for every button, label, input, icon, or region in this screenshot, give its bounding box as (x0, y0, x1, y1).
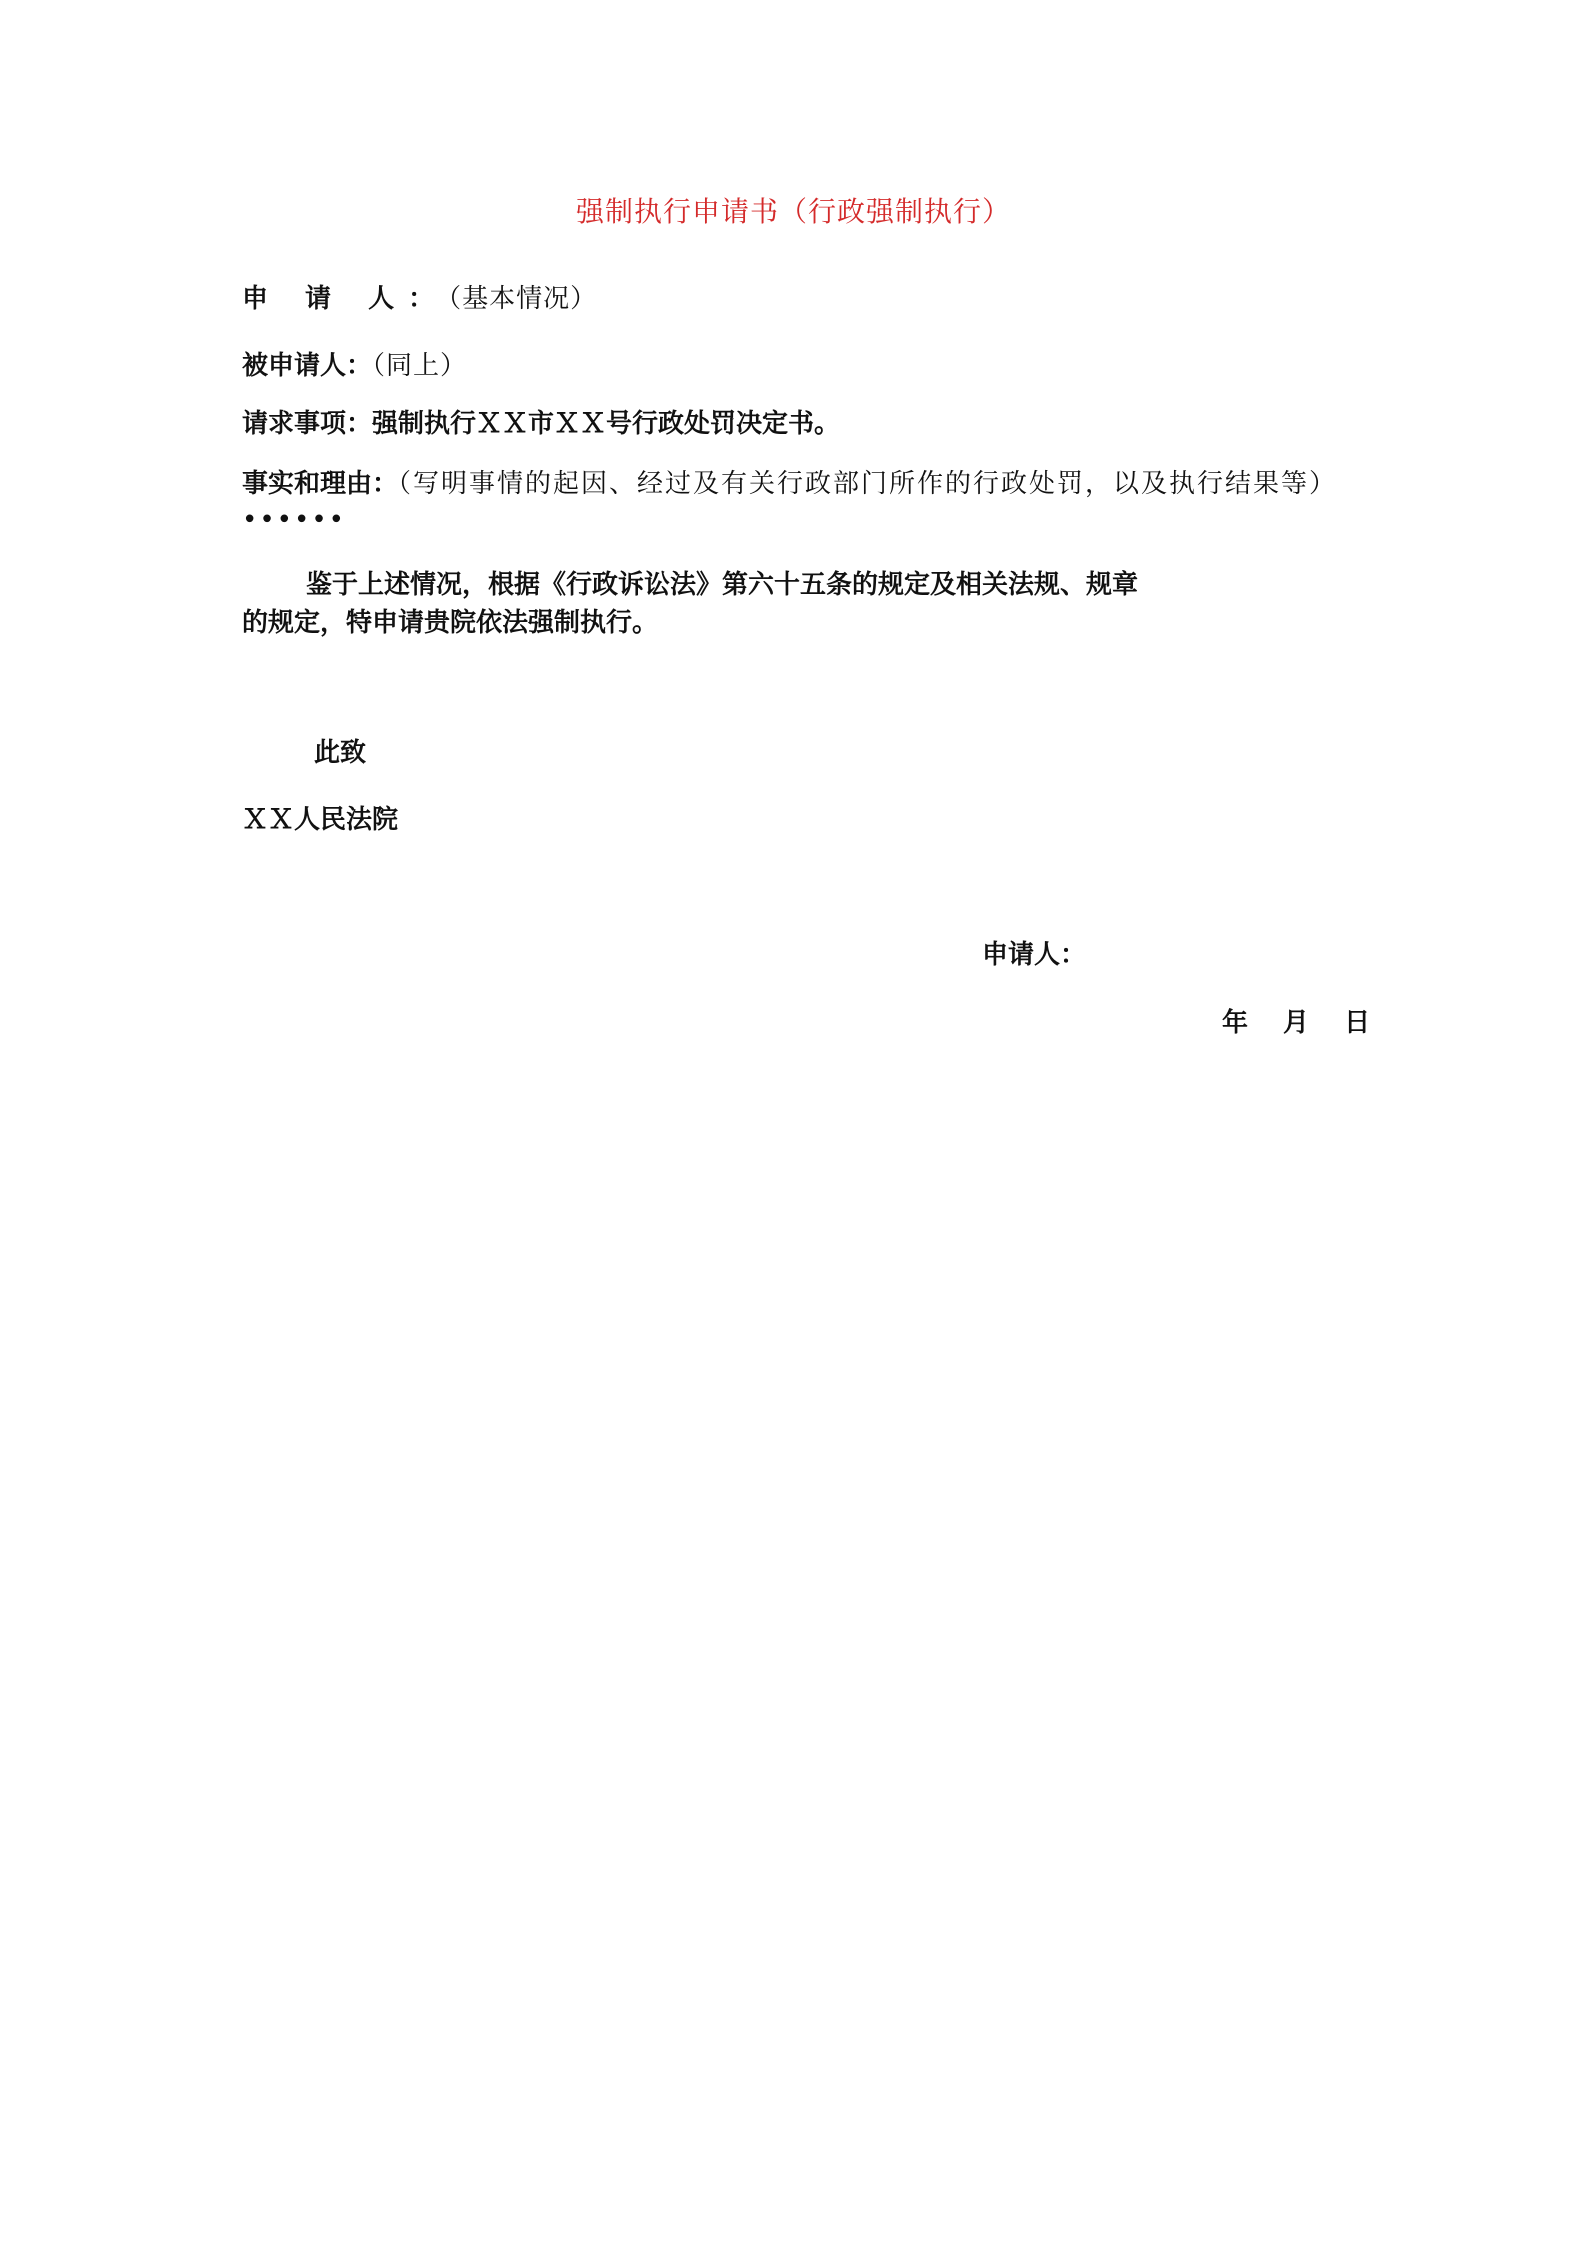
salutation: 此致 (314, 738, 367, 768)
applicant-value: （基本情况） (448, 284, 598, 314)
request-value: 强制执行ＸＸ市ＸＸ号行政处罚决定书。 (372, 409, 841, 439)
date-label: 年 月 日 (1222, 1008, 1375, 1038)
applicant-line (242, 280, 597, 318)
conclusion-line-1: 鉴于上述情况，根据《行政诉讼法》第六十五条的规定及相关法规、规章 (306, 570, 1139, 600)
conclusion-line-2: 的规定，特申请贵院依法强制执行。 (242, 608, 659, 638)
facts-label: 事实和理由： (242, 469, 399, 499)
facts-value: （写明事情的起因、经过及有关行政部门所作的行政处罚，以及执行结果等）•••••• (242, 469, 1338, 535)
request-line (242, 405, 840, 443)
signature-label: 申请人： (982, 940, 1087, 970)
facts-block (242, 466, 1352, 538)
applicant-label: 申 请 人： (242, 284, 449, 314)
respondent-line (242, 347, 467, 385)
respondent-label: 被申请人： (242, 351, 373, 381)
document-title: 强制执行申请书（行政强制执行） (575, 195, 1011, 228)
court-name: ＸＸ人民法院 (242, 805, 399, 835)
conclusion-paragraph (242, 566, 1242, 642)
request-label: 请求事项： (242, 409, 373, 439)
respondent-value: （同上） (372, 351, 468, 381)
